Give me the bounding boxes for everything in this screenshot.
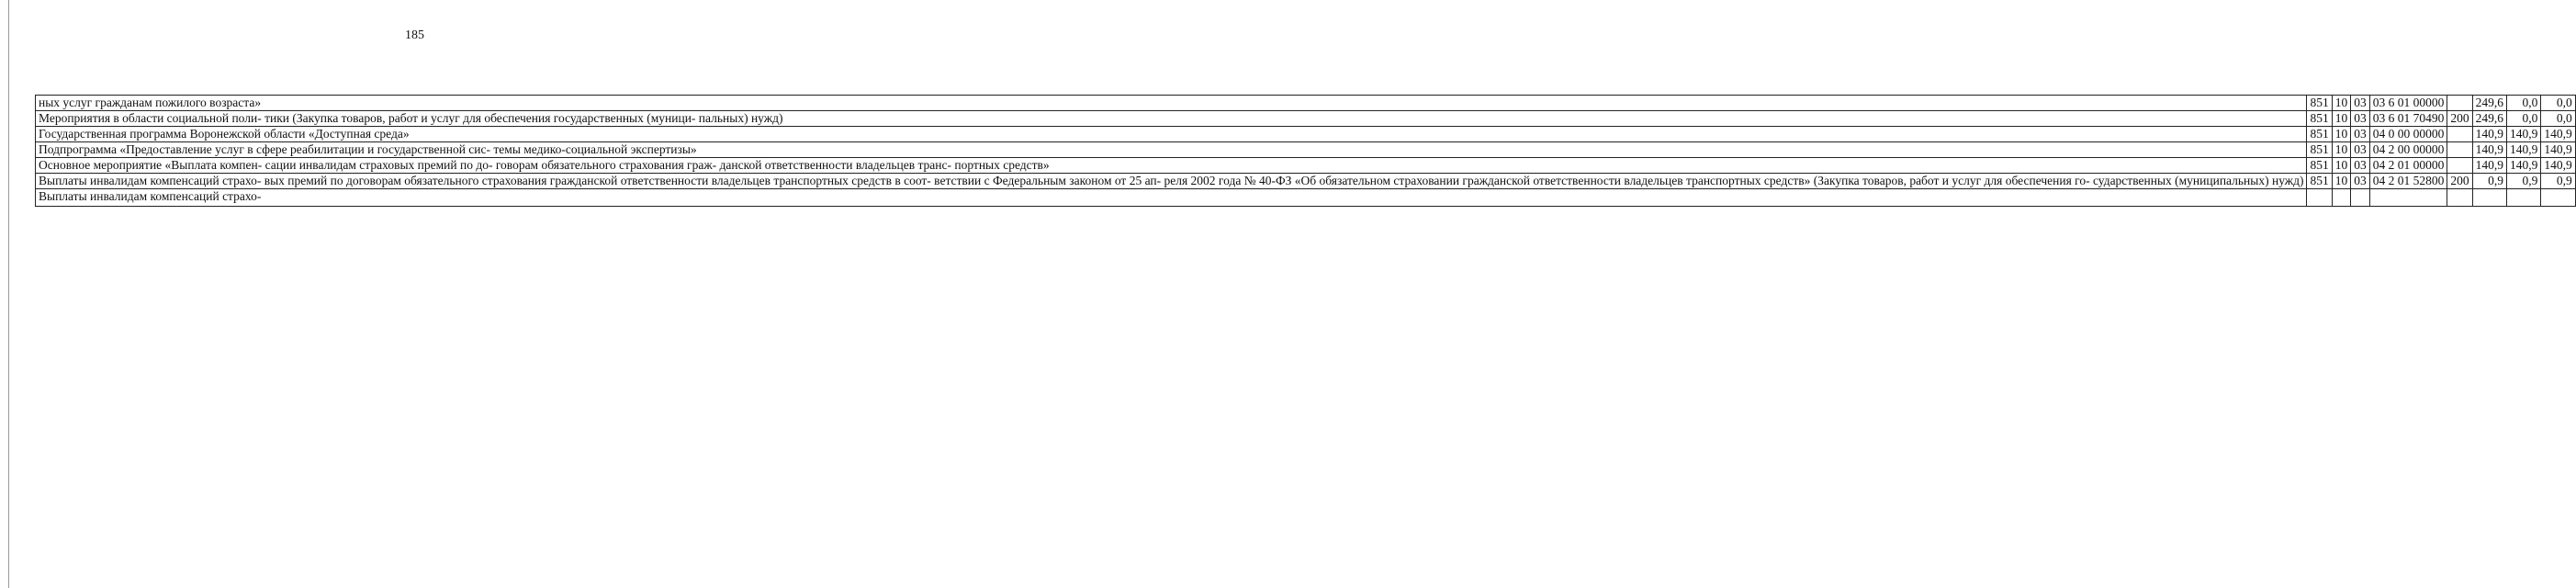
row-vr [2447,189,2472,207]
row-pr: 03 [2351,127,2370,142]
row-year2: 0,0 [2506,96,2540,111]
row-name: Мероприятия в области социальной поли- тики (Закупка товаров, работ и услуг для обеспечения государственных (муници- пальных) нужд) [36,111,2307,127]
row-year2: 140,9 [2506,142,2540,158]
row-ved [2307,189,2332,207]
row-year1 [2472,189,2506,207]
row-rz: 10 [2332,111,2351,127]
row-year1: 140,9 [2472,127,2506,142]
row-rz: 10 [2332,96,2351,111]
row-year3: 0,0 [2541,96,2575,111]
row-csr: 04 2 01 52800 [2369,174,2447,189]
row-rz: 10 [2332,127,2351,142]
row-csr: 04 2 01 00000 [2369,158,2447,174]
budget-table [35,95,2576,207]
row-name: Основное мероприятие «Выплата компен- сации инвалидам страховых премий по до- говорам обязательного страхования граж- данской ответственности владельцев транс- портных средств» [36,158,2307,174]
row-year1: 0,9 [2472,174,2506,189]
row-rz: 10 [2332,158,2351,174]
row-vr: 200 [2447,111,2472,127]
row-vr [2447,96,2472,111]
row-rz [2332,189,2351,207]
row-ved: 851 [2307,111,2332,127]
row-ved: 851 [2307,158,2332,174]
row-name: Выплаты инвалидам компенсаций страхо- [36,189,2307,207]
row-name: ных услуг гражданам пожилого возраста» [36,96,2307,111]
row-year1: 249,6 [2472,96,2506,111]
row-csr: 03 6 01 70490 [2369,111,2447,127]
row-year3: 140,9 [2541,142,2575,158]
row-csr: 04 0 00 00000 [2369,127,2447,142]
row-ved: 851 [2307,174,2332,189]
row-year3: 0,0 [2541,111,2575,127]
page-number: 185 [405,28,424,42]
row-pr [2351,189,2370,207]
row-ved: 851 [2307,142,2332,158]
table-row [36,189,2576,207]
row-ved: 851 [2307,127,2332,142]
row-csr: 04 2 00 00000 [2369,142,2447,158]
row-year1: 140,9 [2472,142,2506,158]
row-pr: 03 [2351,142,2370,158]
row-vr [2447,142,2472,158]
row-csr [2369,189,2447,207]
row-year2 [2506,189,2540,207]
table-row [36,142,2576,158]
row-year3: 140,9 [2541,127,2575,142]
table-row [36,96,2576,111]
row-pr: 03 [2351,174,2370,189]
row-name: Государственная программа Воронежской области «Доступная среда» [36,127,2307,142]
row-year3: 140,9 [2541,158,2575,174]
row-name: Подпрограмма «Предоставление услуг в сфере реабилитации и государственной сис- темы медико-социальной экспертизы» [36,142,2307,158]
row-vr: 200 [2447,174,2472,189]
row-vr [2447,158,2472,174]
table-row [36,174,2576,189]
row-pr: 03 [2351,96,2370,111]
row-year2: 0,0 [2506,111,2540,127]
row-name: Выплаты инвалидам компенсаций страхо- вых премий по договорам обязательного страхования гражданской ответственности владельцев транспортных средств в соот- ветствии с Федеральным законом от 25 ап- реля 2002 года № 40-ФЗ «Об обязательном страховании гражданской ответственности владельцев транспортных средств» (Закупка товаров, работ и услуг для обеспечения го- сударственных (муниципальных) нужд) [36,174,2307,189]
row-year3: 0,9 [2541,174,2575,189]
row-year1: 249,6 [2472,111,2506,127]
row-year3 [2541,189,2575,207]
table-row [36,111,2576,127]
row-pr: 03 [2351,158,2370,174]
row-year2: 140,9 [2506,158,2540,174]
row-year2: 0,9 [2506,174,2540,189]
table-row [36,158,2576,174]
row-year1: 140,9 [2472,158,2506,174]
row-rz: 10 [2332,174,2351,189]
row-year2: 140,9 [2506,127,2540,142]
row-pr: 03 [2351,111,2370,127]
scan-margin-line [8,0,9,588]
row-csr: 03 6 01 00000 [2369,96,2447,111]
row-ved: 851 [2307,96,2332,111]
table-row [36,127,2576,142]
row-rz: 10 [2332,142,2351,158]
row-vr [2447,127,2472,142]
